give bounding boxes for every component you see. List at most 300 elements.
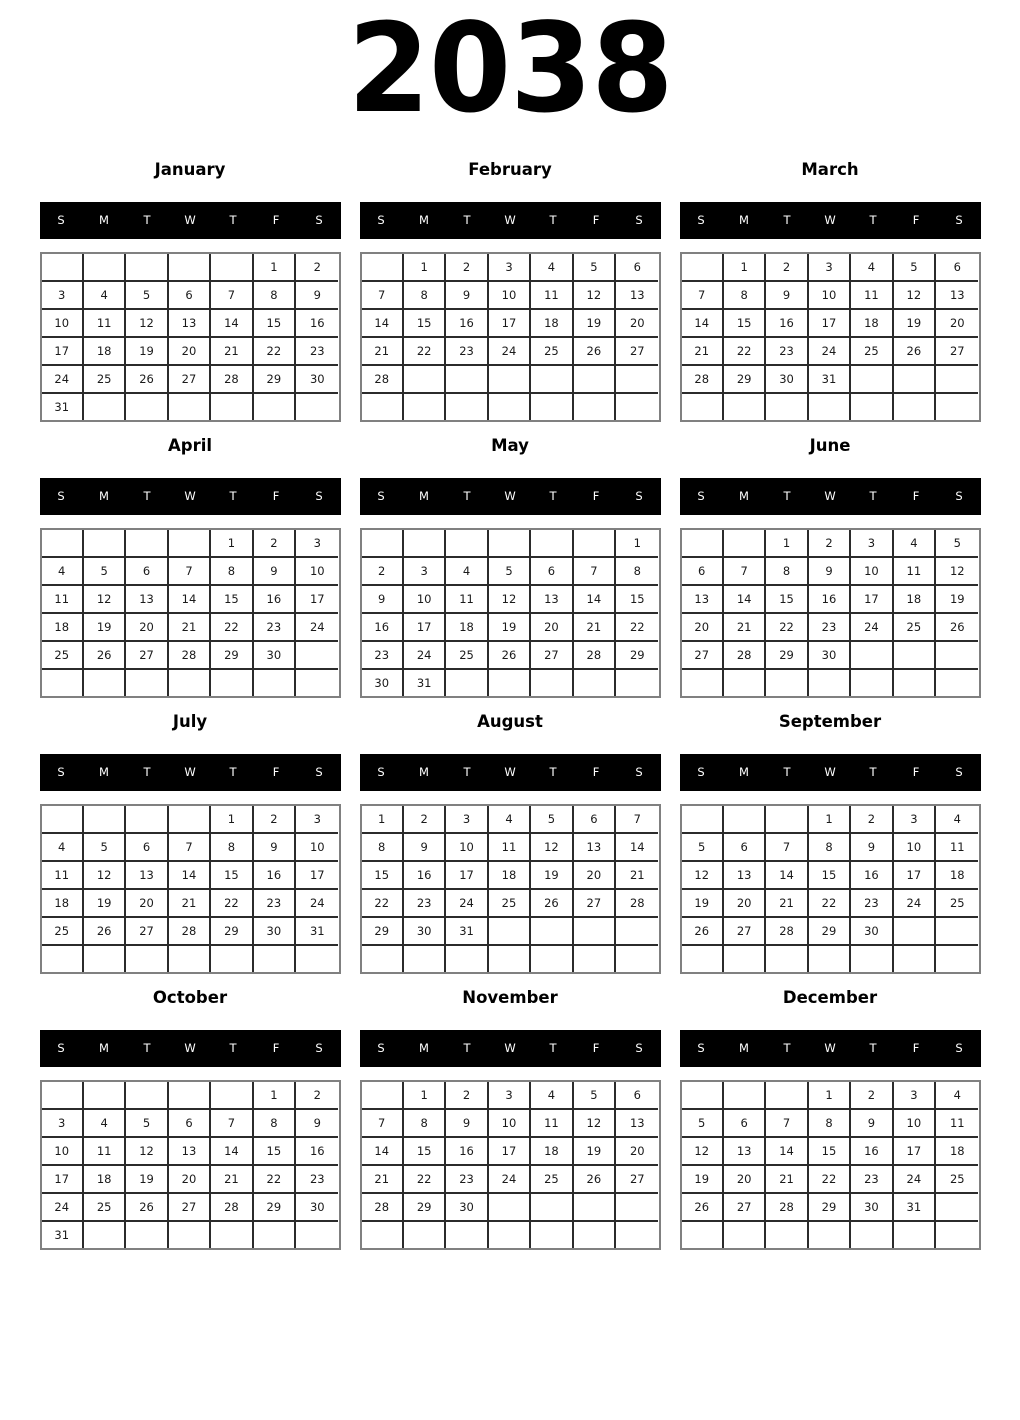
empty-date-cell [126, 670, 168, 696]
weekday-header [40, 754, 341, 791]
date-cell: 7 [616, 806, 658, 834]
date-cell: 29 [809, 1194, 851, 1222]
date-cell: 21 [169, 614, 211, 642]
empty-date-cell [362, 946, 404, 972]
date-cell: 26 [894, 338, 936, 366]
date-cell: 9 [851, 1110, 893, 1138]
date-cell: 18 [489, 862, 531, 890]
empty-date-cell [254, 1222, 296, 1248]
empty-date-cell [531, 1194, 573, 1222]
date-cell: 20 [616, 1138, 658, 1166]
empty-date-cell [531, 366, 573, 394]
date-cell: 21 [682, 338, 724, 366]
month-may [360, 437, 661, 698]
weekday-label: S [57, 765, 65, 780]
empty-date-cell [894, 946, 936, 972]
date-cell: 6 [169, 282, 211, 310]
date-cell: 21 [724, 614, 766, 642]
date-cell: 25 [936, 1166, 978, 1194]
date-cell: 27 [169, 366, 211, 394]
empty-date-cell [936, 366, 978, 394]
date-cell: 10 [296, 558, 338, 586]
empty-date-cell [169, 530, 211, 558]
date-cell: 15 [211, 862, 253, 890]
date-cell: 20 [169, 1166, 211, 1194]
date-cell: 14 [169, 586, 211, 614]
weekday-label: T [463, 213, 471, 228]
date-cell: 31 [894, 1194, 936, 1222]
weekday-label: M [419, 765, 429, 780]
date-cell: 16 [296, 310, 338, 338]
date-cell: 6 [724, 834, 766, 862]
date-grid [360, 804, 661, 974]
weekday-label: W [824, 1041, 836, 1056]
date-cell: 28 [766, 918, 808, 946]
empty-date-cell [894, 1222, 936, 1248]
empty-date-cell [682, 946, 724, 972]
date-cell: 23 [851, 890, 893, 918]
date-cell: 22 [362, 890, 404, 918]
date-cell: 2 [809, 530, 851, 558]
date-cell: 11 [42, 586, 84, 614]
weekday-label: T [229, 765, 237, 780]
weekday-label: F [592, 489, 600, 504]
date-grid [680, 528, 981, 698]
weekday-label: S [955, 213, 963, 228]
empty-date-cell [616, 1194, 658, 1222]
empty-date-cell [169, 254, 211, 282]
empty-date-cell [682, 394, 724, 420]
weekday-label: M [739, 765, 749, 780]
empty-date-cell [936, 642, 978, 670]
date-cell: 16 [851, 862, 893, 890]
date-cell: 9 [446, 1110, 488, 1138]
date-cell: 3 [489, 1082, 531, 1110]
date-cell: 27 [724, 918, 766, 946]
date-cell: 8 [766, 558, 808, 586]
date-cell: 30 [851, 1194, 893, 1222]
weekday-label: F [912, 213, 920, 228]
weekday-label: S [57, 489, 65, 504]
date-cell: 9 [766, 282, 808, 310]
date-cell: 29 [211, 918, 253, 946]
date-cell: 26 [574, 1166, 616, 1194]
date-cell: 23 [446, 1166, 488, 1194]
weekday-label: W [824, 765, 836, 780]
date-cell: 12 [682, 1138, 724, 1166]
date-cell: 15 [809, 862, 851, 890]
empty-date-cell [84, 1082, 126, 1110]
date-cell: 7 [211, 282, 253, 310]
date-cell: 27 [682, 642, 724, 670]
date-cell: 2 [296, 254, 338, 282]
date-cell: 7 [682, 282, 724, 310]
weekday-label: M [419, 489, 429, 504]
weekday-label: S [635, 489, 643, 504]
date-cell: 22 [211, 890, 253, 918]
date-cell: 27 [126, 642, 168, 670]
date-cell: 4 [446, 558, 488, 586]
empty-date-cell [616, 1222, 658, 1248]
date-cell: 8 [724, 282, 766, 310]
date-cell: 25 [84, 1194, 126, 1222]
empty-date-cell [894, 670, 936, 696]
date-cell: 26 [682, 1194, 724, 1222]
weekday-label: S [377, 1041, 385, 1056]
date-cell: 14 [362, 310, 404, 338]
date-cell: 4 [42, 558, 84, 586]
month-title: November [462, 987, 558, 1007]
date-cell: 2 [254, 530, 296, 558]
month-november [360, 989, 661, 1250]
date-cell: 20 [616, 310, 658, 338]
date-cell: 3 [296, 530, 338, 558]
date-cell: 20 [724, 1166, 766, 1194]
date-cell: 26 [126, 366, 168, 394]
empty-date-cell [851, 1222, 893, 1248]
date-cell: 11 [42, 862, 84, 890]
date-cell: 22 [724, 338, 766, 366]
date-cell: 7 [724, 558, 766, 586]
date-cell: 19 [894, 310, 936, 338]
date-cell: 12 [489, 586, 531, 614]
weekday-label: T [463, 1041, 471, 1056]
month-title: March [801, 160, 859, 179]
empty-date-cell [894, 394, 936, 420]
date-cell: 13 [682, 586, 724, 614]
weekday-label: T [783, 213, 791, 228]
date-cell: 1 [211, 806, 253, 834]
date-cell: 22 [404, 1166, 446, 1194]
empty-date-cell [489, 530, 531, 558]
date-cell: 30 [296, 366, 338, 394]
weekday-label: M [419, 213, 429, 228]
date-cell: 29 [766, 642, 808, 670]
date-cell: 17 [296, 586, 338, 614]
date-cell: 13 [616, 1110, 658, 1138]
date-cell: 18 [446, 614, 488, 642]
date-cell: 5 [894, 254, 936, 282]
weekday-label: W [184, 489, 196, 504]
date-cell: 22 [809, 1166, 851, 1194]
date-cell: 23 [296, 1166, 338, 1194]
date-cell: 30 [446, 1194, 488, 1222]
date-cell: 27 [169, 1194, 211, 1222]
date-cell: 15 [362, 862, 404, 890]
weekday-label: S [955, 1041, 963, 1056]
month-september [680, 713, 981, 974]
date-cell: 5 [126, 282, 168, 310]
empty-date-cell [446, 946, 488, 972]
date-cell: 23 [851, 1166, 893, 1194]
weekday-label: T [783, 765, 791, 780]
date-cell: 4 [531, 254, 573, 282]
date-cell: 23 [809, 614, 851, 642]
date-cell: 21 [616, 862, 658, 890]
date-cell: 27 [574, 890, 616, 918]
empty-date-cell [296, 670, 338, 696]
date-grid [40, 804, 341, 974]
weekday-label: F [592, 765, 600, 780]
weekday-label: F [592, 1041, 600, 1056]
empty-date-cell [126, 1222, 168, 1248]
date-cell: 18 [936, 862, 978, 890]
empty-date-cell [851, 946, 893, 972]
date-cell: 30 [254, 918, 296, 946]
month-july [40, 713, 341, 974]
month-title: May [491, 435, 529, 455]
date-cell: 8 [211, 558, 253, 586]
weekday-label: F [912, 1041, 920, 1056]
weekday-label: W [184, 213, 196, 228]
date-cell: 30 [766, 366, 808, 394]
empty-date-cell [296, 1222, 338, 1248]
empty-date-cell [84, 806, 126, 834]
empty-date-cell [531, 530, 573, 558]
date-cell: 13 [531, 586, 573, 614]
empty-date-cell [682, 1222, 724, 1248]
date-cell: 24 [894, 890, 936, 918]
empty-date-cell [489, 918, 531, 946]
date-cell: 3 [404, 558, 446, 586]
year-text: 2038 [347, 0, 673, 141]
date-cell: 28 [616, 890, 658, 918]
date-cell: 16 [254, 586, 296, 614]
date-cell: 9 [296, 282, 338, 310]
date-cell: 18 [936, 1138, 978, 1166]
empty-date-cell [446, 394, 488, 420]
date-cell: 16 [404, 862, 446, 890]
date-cell: 30 [296, 1194, 338, 1222]
date-cell: 30 [851, 918, 893, 946]
weekday-label: T [229, 213, 237, 228]
weekday-label: S [697, 213, 705, 228]
date-cell: 16 [446, 1138, 488, 1166]
date-cell: 11 [84, 310, 126, 338]
weekday-label: M [99, 489, 109, 504]
date-cell: 23 [254, 614, 296, 642]
empty-date-cell [724, 1082, 766, 1110]
date-cell: 5 [682, 1110, 724, 1138]
date-cell: 15 [724, 310, 766, 338]
month-title: October [152, 987, 228, 1007]
weekday-label: F [272, 1041, 280, 1056]
date-cell: 13 [126, 586, 168, 614]
date-cell: 18 [531, 1138, 573, 1166]
date-cell: 2 [254, 806, 296, 834]
date-cell: 26 [936, 614, 978, 642]
date-cell: 26 [574, 338, 616, 366]
date-cell: 6 [126, 558, 168, 586]
date-cell: 23 [446, 338, 488, 366]
empty-date-cell [936, 394, 978, 420]
empty-date-cell [169, 1222, 211, 1248]
date-cell: 5 [682, 834, 724, 862]
date-cell: 12 [531, 834, 573, 862]
date-cell: 31 [42, 394, 84, 420]
date-cell: 11 [489, 834, 531, 862]
empty-date-cell [894, 642, 936, 670]
date-cell: 23 [362, 642, 404, 670]
date-cell: 17 [42, 1166, 84, 1194]
date-grid [680, 1080, 981, 1250]
date-cell: 11 [894, 558, 936, 586]
date-cell: 14 [766, 1138, 808, 1166]
empty-date-cell [42, 1082, 84, 1110]
weekday-label: W [504, 1041, 516, 1056]
date-cell: 8 [254, 1110, 296, 1138]
date-cell: 6 [616, 254, 658, 282]
date-cell: 22 [404, 338, 446, 366]
date-cell: 17 [489, 1138, 531, 1166]
year-title [0, 0, 1020, 141]
date-cell: 3 [894, 806, 936, 834]
date-cell: 27 [531, 642, 573, 670]
date-cell: 19 [84, 890, 126, 918]
date-cell: 19 [126, 1166, 168, 1194]
weekday-label: T [549, 213, 557, 228]
empty-date-cell [211, 946, 253, 972]
date-cell: 9 [809, 558, 851, 586]
month-title: April [167, 435, 213, 455]
date-cell: 12 [574, 282, 616, 310]
date-cell: 23 [296, 338, 338, 366]
date-cell: 3 [42, 1110, 84, 1138]
date-cell: 13 [126, 862, 168, 890]
date-grid [360, 528, 661, 698]
empty-date-cell [296, 394, 338, 420]
date-cell: 26 [489, 642, 531, 670]
date-cell: 16 [296, 1138, 338, 1166]
date-cell: 12 [574, 1110, 616, 1138]
date-cell: 15 [254, 310, 296, 338]
empty-date-cell [724, 806, 766, 834]
date-cell: 9 [404, 834, 446, 862]
date-cell: 20 [574, 862, 616, 890]
weekday-label: T [783, 1041, 791, 1056]
date-cell: 17 [404, 614, 446, 642]
date-cell: 7 [211, 1110, 253, 1138]
weekday-header [360, 478, 661, 515]
date-cell: 31 [42, 1222, 84, 1248]
date-cell: 13 [724, 862, 766, 890]
date-cell: 8 [254, 282, 296, 310]
date-cell: 19 [574, 1138, 616, 1166]
empty-date-cell [404, 366, 446, 394]
weekday-label: F [272, 765, 280, 780]
empty-date-cell [682, 530, 724, 558]
date-cell: 19 [574, 310, 616, 338]
date-cell: 18 [84, 338, 126, 366]
date-cell: 19 [682, 890, 724, 918]
date-cell: 14 [574, 586, 616, 614]
weekday-label: S [57, 1041, 65, 1056]
weekday-label: S [377, 489, 385, 504]
date-cell: 3 [446, 806, 488, 834]
weekday-label: S [377, 765, 385, 780]
date-cell: 28 [724, 642, 766, 670]
date-cell: 10 [446, 834, 488, 862]
weekday-label: F [912, 765, 920, 780]
date-cell: 30 [254, 642, 296, 670]
date-cell: 24 [851, 614, 893, 642]
weekday-label: M [99, 213, 109, 228]
date-cell: 17 [489, 310, 531, 338]
month-june [680, 437, 981, 698]
date-cell: 18 [42, 890, 84, 918]
date-cell: 20 [169, 338, 211, 366]
date-cell: 1 [616, 530, 658, 558]
date-cell: 6 [574, 806, 616, 834]
date-cell: 5 [84, 834, 126, 862]
empty-date-cell [404, 946, 446, 972]
weekday-label: S [635, 1041, 643, 1056]
date-cell: 24 [894, 1166, 936, 1194]
empty-date-cell [724, 394, 766, 420]
date-cell: 10 [894, 1110, 936, 1138]
weekday-label: S [57, 213, 65, 228]
date-cell: 23 [254, 890, 296, 918]
weekday-header [40, 1030, 341, 1067]
date-cell: 9 [851, 834, 893, 862]
date-cell: 1 [809, 1082, 851, 1110]
date-cell: 17 [851, 586, 893, 614]
date-cell: 25 [936, 890, 978, 918]
date-cell: 24 [446, 890, 488, 918]
empty-date-cell [254, 394, 296, 420]
date-cell: 10 [296, 834, 338, 862]
empty-date-cell [574, 394, 616, 420]
date-cell: 10 [809, 282, 851, 310]
date-cell: 28 [362, 366, 404, 394]
empty-date-cell [126, 806, 168, 834]
empty-date-cell [84, 1222, 126, 1248]
weekday-label: T [869, 765, 877, 780]
empty-date-cell [616, 670, 658, 696]
date-cell: 16 [809, 586, 851, 614]
date-cell: 11 [531, 282, 573, 310]
date-cell: 4 [894, 530, 936, 558]
date-cell: 5 [489, 558, 531, 586]
empty-date-cell [809, 394, 851, 420]
date-cell: 24 [489, 338, 531, 366]
empty-date-cell [254, 670, 296, 696]
empty-date-cell [362, 1082, 404, 1110]
date-cell: 11 [936, 834, 978, 862]
empty-date-cell [766, 806, 808, 834]
date-cell: 15 [404, 1138, 446, 1166]
date-cell: 28 [211, 366, 253, 394]
weekday-label: S [697, 1041, 705, 1056]
date-cell: 6 [531, 558, 573, 586]
date-cell: 26 [84, 642, 126, 670]
date-cell: 22 [254, 338, 296, 366]
date-cell: 12 [682, 862, 724, 890]
empty-date-cell [84, 946, 126, 972]
weekday-header [360, 754, 661, 791]
weekday-label: T [869, 1041, 877, 1056]
weekday-label: M [99, 1041, 109, 1056]
date-cell: 8 [809, 834, 851, 862]
date-cell: 29 [724, 366, 766, 394]
date-cell: 7 [169, 834, 211, 862]
empty-date-cell [574, 918, 616, 946]
date-cell: 8 [616, 558, 658, 586]
empty-date-cell [531, 394, 573, 420]
empty-date-cell [489, 366, 531, 394]
date-cell: 7 [362, 282, 404, 310]
empty-date-cell [211, 670, 253, 696]
